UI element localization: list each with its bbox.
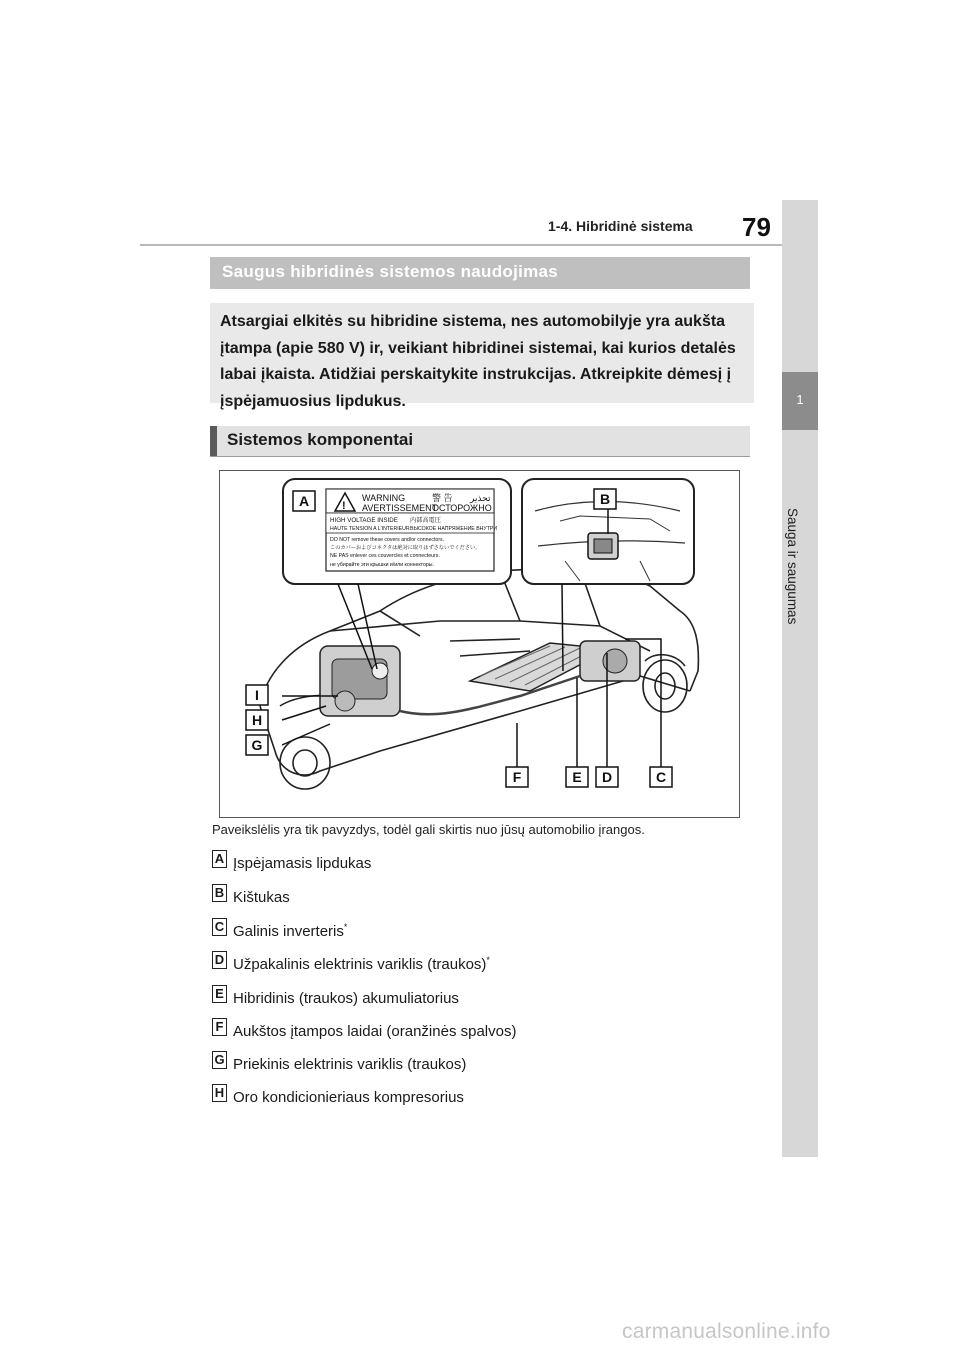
intro-line: įtampa (apie 580 V) ir, veikiant hibridinei sistemai, kai kurios detalės xyxy=(220,339,736,357)
header-divider xyxy=(140,244,782,246)
label-avertissement: AVERTISSEMENT xyxy=(362,503,438,513)
chapter-title: 1-4. Hibridinė sistema xyxy=(548,218,693,234)
side-tab-chapter-number: 1 xyxy=(796,392,804,407)
label-warning-jp: 警 告 xyxy=(432,493,453,503)
section-heading-components-text: Sistemos komponentai xyxy=(227,430,414,449)
car-diagram xyxy=(220,471,739,817)
label-warning-ar: تحذير xyxy=(470,493,491,503)
callout-e: E xyxy=(572,769,582,785)
legend-text: Priekinis elektrinis variklis (traukos) xyxy=(233,1056,467,1073)
callout-h: H xyxy=(251,712,263,728)
figure-caption: Paveikslėlis yra tik pavyzdys, todėl gali skirtis nuo jūsų automobilio įrangos. xyxy=(212,822,645,837)
legend-badge: A xyxy=(212,850,227,868)
callout-c: C xyxy=(655,769,667,785)
intro-line: labai įkaista. Atidžiai perskaitykite instrukcijas. Atkreipkite dėmesį į xyxy=(220,366,732,383)
svg-text:!: ! xyxy=(342,500,346,512)
label-line-ne-pas: NE PAS enlever ces couvercles et connecteurs. xyxy=(330,553,440,559)
watermark: carmanualsonline.info xyxy=(622,1320,831,1343)
callout-d: D xyxy=(601,769,613,785)
legend-text: Galinis inverteris xyxy=(233,923,344,940)
page-number: 79 xyxy=(742,212,771,242)
legend-badge: B xyxy=(212,884,227,902)
legend-badge: F xyxy=(212,1018,227,1036)
callout-g: G xyxy=(251,737,263,753)
front-motor-graphic xyxy=(320,646,400,716)
label-line-haute-tension: HAUTE TENSION A L'INTERIEUR xyxy=(330,526,410,532)
legend-asterisk: * xyxy=(486,955,490,965)
legend-badge: D xyxy=(212,951,227,969)
legend-text: Hibridinis (traukos) akumuliatorius xyxy=(233,990,459,1007)
label-line-high-voltage-jp: 内部高電圧 xyxy=(410,517,441,524)
side-tab xyxy=(782,200,818,1157)
label-line-high-voltage: HIGH VOLTAGE INSIDE xyxy=(330,517,398,524)
section-heading-safe-use-text: Saugus hibridinės sistemos naudojimas xyxy=(222,262,559,281)
label-line-ru-instruction: не убирайте эти крышки и/или коннекторы. xyxy=(330,562,434,568)
label-warning: WARNING xyxy=(362,493,406,503)
intro-notice xyxy=(210,303,754,410)
legend-text: Užpakalinis elektrinis variklis (traukos) xyxy=(233,956,487,973)
section-heading-components xyxy=(210,426,750,456)
callout-f: F xyxy=(512,769,522,785)
label-line-do-not-remove: DO NOT remove these covers and/or connectors. xyxy=(330,537,445,543)
label-line-jp-instruction: このカバーおよびコネクタは絶対に取りはずさないでください。 xyxy=(330,545,481,551)
legend-text: Oro kondicionieriaus kompresorius xyxy=(233,1089,464,1106)
side-tab-chapter-name: Sauga ir saugumas xyxy=(785,508,800,625)
section-divider xyxy=(210,456,750,457)
legend-text: Įspėjamasis lipdukas xyxy=(233,855,372,872)
intro-line: įspėjamuosius lipdukus. xyxy=(220,392,406,410)
legend-badge: H xyxy=(212,1084,227,1102)
legend-badge: G xyxy=(212,1051,227,1069)
hybrid-components-illustration xyxy=(219,470,740,818)
callout-b: B xyxy=(599,491,611,507)
intro-line: Atsargiai elkitės su hibridine sistema, nes automobilyje yra aukšta xyxy=(220,313,726,330)
section-heading-safe-use xyxy=(210,257,750,289)
inset-warning-label xyxy=(283,479,511,584)
legend-badge: C xyxy=(212,918,227,936)
label-line-ru: ВЫСОКОЕ НАПРЯЖЕНИЕ ВНУТРИ xyxy=(410,526,498,532)
callout-a: A xyxy=(298,493,310,509)
legend-text: Aukštos įtampos laidai (oranžinės spalvos) xyxy=(233,1023,517,1040)
rear-motor-graphic xyxy=(580,641,640,681)
label-ostorozhno: ОСТОРОЖНО xyxy=(432,503,492,513)
legend-text: Kištukas xyxy=(233,889,290,906)
legend-badge: E xyxy=(212,985,227,1003)
legend-asterisk: * xyxy=(343,922,348,932)
callout-i: I xyxy=(255,687,259,703)
